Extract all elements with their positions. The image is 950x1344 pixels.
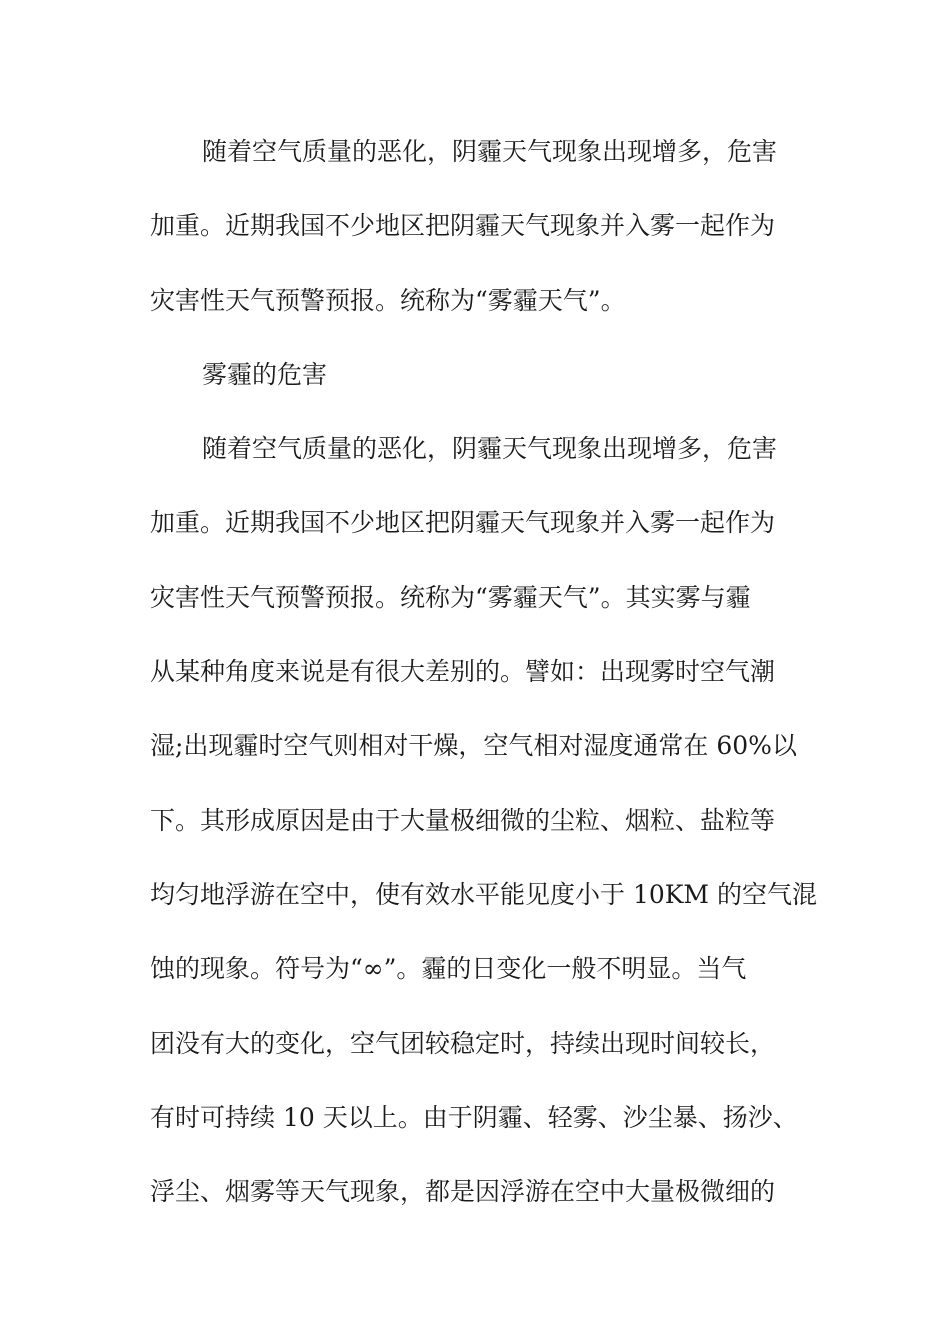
paragraph-line: 加重。近期我国不少地区把阴霾天气现象并入雾一起作为 [150, 508, 776, 538]
paragraph-line: 湿;出现霾时空气则相对干燥，空气相对湿度通常在 60%以 [150, 731, 797, 761]
section-heading-text: 雾霾的危害 [202, 359, 328, 389]
paragraph-line: 蚀的现象。符号为“∞”。霾的日变化一般不明显。当气 [150, 954, 747, 984]
paragraph-line: 灾害性天气预警预报。统称为“雾霾天气”。 [150, 285, 626, 315]
section-heading [150, 345, 810, 419]
paragraph-body [150, 419, 817, 1236]
paragraph-line: 下。其形成原因是由于大量极细微的尘粒、烟粒、盐粒等 [150, 805, 776, 835]
paragraph-line: 均匀地浮游在空中，使有效水平能见度小于 10KM 的空气混 [150, 879, 817, 909]
paragraph-line: 加重。近期我国不少地区把阴霾天气现象并入雾一起作为 [150, 211, 776, 241]
paragraph-line: 灾害性天气预警预报。统称为“雾霾天气”。其实雾与霾 [150, 582, 751, 612]
paragraph-line: 随着空气质量的恶化，阴霾天气现象出现增多，危害 [202, 434, 778, 464]
paragraph-line: 从某种角度来说是有很大差别的。譬如：出现雾时空气潮 [150, 657, 776, 687]
paragraph-intro [150, 122, 810, 345]
paragraph-line: 随着空气质量的恶化，阴霾天气现象出现增多，危害 [202, 137, 778, 166]
paragraph-line: 浮尘、烟雾等天气现象，都是因浮游在空中大量极微细的 [150, 1177, 776, 1207]
paragraph-line: 团没有大的变化，空气团较稳定时，持续出现时间较长， [150, 1028, 776, 1058]
document-body [150, 122, 817, 1236]
paragraph-line: 有时可持续 10 天以上。由于阴霾、轻雾、沙尘暴、扬沙、 [150, 1102, 798, 1132]
